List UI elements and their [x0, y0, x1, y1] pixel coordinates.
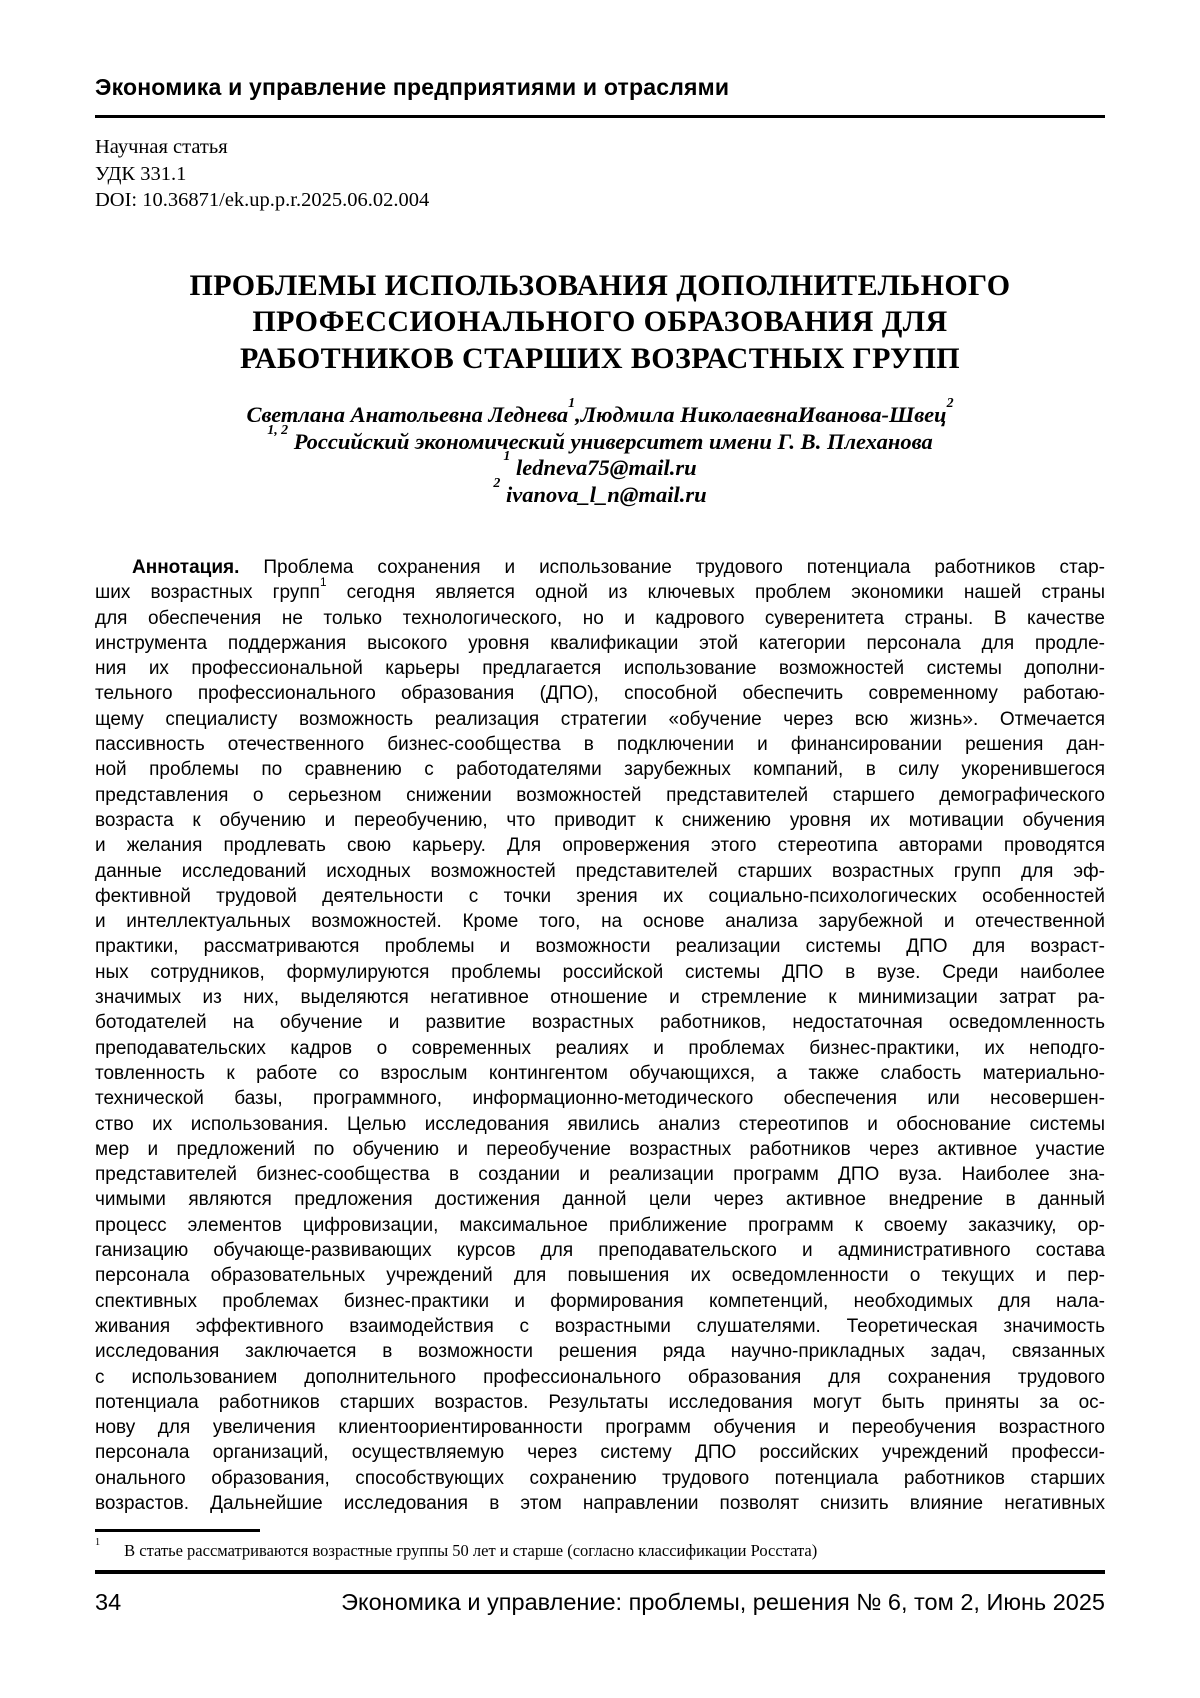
abstract-line: ших возрастных групп$^1$ сегодня является одной из ключевых проблем экономики нашей страны	[95, 575, 1105, 604]
abstract-line: ных сотрудников, формулируются проблемы российской системы ДПО в вузе. Среди наиболее	[95, 961, 1105, 983]
journal-section-title: Экономика и управление предприятиями и отраслями	[95, 74, 730, 100]
abstract-line: мер и предложений по обучению и переобучение возрастных работников через активное участие	[95, 1138, 1105, 1160]
abstract-line: ство их использования. Целью исследования явились анализ стереотипов и обоснование системы	[95, 1113, 1105, 1135]
page-footer	[95, 1588, 1105, 1616]
abstract-line: и интеллектуальных возможностей. Кроме того, на основе анализа зарубежной и отечественной	[95, 911, 1105, 933]
author-line: $^{1, 2}$ Российский экономический университет имени Г. В. Плеханова	[267, 422, 933, 454]
abstract-line: ботодателей на обучение и развитие возрастных работников, недостаточная осведомленность	[95, 1012, 1105, 1034]
abstract-line: тельного профессионального образования (ДПО), способной обеспечить современному работаю-	[95, 683, 1105, 705]
abstract-line: возраста к обучению и переобучению, что приводит к снижению уровня их мотивации обучения	[95, 809, 1105, 831]
abstract-line: ной проблемы по сравнению с работодателями зарубежных компаний, в силу укоренившегося	[95, 759, 1105, 781]
footnote-rule	[95, 1529, 260, 1532]
abstract-line: процесс элементов цифровизации, максимальное приближение программ к своему заказчику, ор-	[95, 1214, 1105, 1236]
authors-block	[95, 396, 1105, 508]
abstract-line: товленность к работе со взрослым контингентом обучающихся, а также слабость материально-	[95, 1062, 1105, 1084]
abstract-line: исследования заключается в возможности решения ряда научно-прикладных задач, связанных	[95, 1341, 1105, 1363]
abstract-line: фективной трудовой деятельности с точки зрения их социально-психологических особенностей	[95, 885, 1105, 907]
abstract-line: технической базы, программного, информационно-методического обеспечения или несовершен-	[95, 1088, 1105, 1110]
abstract-line: представления о серьезном снижении возможностей представителей старшего демографического	[95, 784, 1105, 806]
abstract-line: живания эффективного взаимодействия с возрастными слушателями. Теоретическая значимость	[95, 1315, 1105, 1337]
abstract-line: для обеспечения не только технологического, но и кадрового суверенитета страны. В качестве	[95, 607, 1105, 629]
doi: DOI: 10.36871/ek.up.p.r.2025.06.02.004	[95, 189, 430, 211]
abstract-line: спективных проблемах бизнес-практики и формирования компетенций, необходимых для нала-	[95, 1290, 1105, 1312]
abstract-line: данные исследований исходных возможностей представителей старших возрастных групп для эф-	[95, 860, 1105, 882]
abstract-line: ганизацию обучающе-развивающих курсов для преподавательского и административного состава	[95, 1240, 1105, 1262]
abstract-line: возрастов. Дальнейшие исследования в этом направлении позволят снизить влияние негативных	[95, 1492, 1105, 1514]
udc-code: УДК 331.1	[95, 162, 187, 185]
abstract-line: с использованием дополнительного профессионального образования для сохранения трудового	[95, 1366, 1105, 1388]
abstract-line: значимых из них, выделяются негативное отношение и стремление к минимизации затрат ра-	[95, 987, 1105, 1009]
footnote	[95, 1536, 1105, 1561]
abstract-line: персонала организаций, осуществляемую через систему ДПО российских учреждений професси-	[95, 1442, 1105, 1464]
header-rule	[95, 115, 1105, 118]
footnote-marker: 1	[95, 1536, 101, 1548]
abstract-line: чимыми являются предложения достижения данной цели через активное внедрение в данный	[95, 1189, 1105, 1211]
abstract-line: щему специалисту возможность реализация стратегии «обучение через всю жизнь». Отмечается	[95, 708, 1105, 730]
page-number: 34	[95, 1589, 122, 1615]
abstract-line: практики, рассматриваются проблемы и возможности реализации системы ДПО для возраст-	[95, 936, 1105, 958]
abstract-line: Аннотация. Проблема сохранения и использование трудового потенциала работников стар-	[132, 557, 1105, 578]
author-line: $^1$ ledneva75@mail.ru	[503, 449, 697, 480]
abstract-line: нову для увеличения клиентоориентированности программ обучения и переобучения возрастного	[95, 1417, 1105, 1439]
abstract-line: ния их профессиональной карьеры предлагается использование возможностей системы дополни-	[95, 658, 1105, 680]
article-meta	[95, 134, 1105, 214]
article-title-line: ПРОФЕССИОНАЛЬНОГО ОБРАЗОВАНИЯ ДЛЯ	[252, 305, 948, 338]
article-title-line: ПРОБЛЕМЫ ИСПОЛЬЗОВАНИЯ ДОПОЛНИТЕЛЬНОГО	[189, 268, 1011, 302]
abstract-line: инструмента поддержания высокого уровня квалификации этой категории персонала для продле-	[95, 632, 1105, 654]
footer-rule	[95, 1570, 1105, 1574]
abstract	[95, 555, 1105, 1516]
abstract-line: преподавательских кадров о современных реалиях и проблемах бизнес-практики, их неподго-	[95, 1037, 1105, 1059]
journal-reference: Экономика и управление: проблемы, решения № 6, том 2, Июнь 2025	[341, 1589, 1105, 1615]
author-line: $^2$ ivanova_l_n@mail.ru	[493, 475, 707, 507]
abstract-line: пассивность отечественного бизнес-сообщества в подключении и финансировании решения дан-	[95, 734, 1105, 756]
article-type: Научная статья	[95, 136, 228, 158]
abstract-line: потенциала работников старших возрастов. Результаты исследования могут быть приняты за ос-	[95, 1391, 1105, 1413]
abstract-line: представителей бизнес-сообщества в создании и реализации программ ДПО вуза. Наиболее зна-	[95, 1164, 1105, 1186]
article-title	[95, 268, 1105, 378]
footnote-text: В статье рассматриваются возрастные группы 50 лет и старше (согласно классификации Росстата)	[124, 1541, 818, 1560]
abstract-line: персонала образовательных учреждений для повышения их осведомленности о текущих и пер-	[95, 1265, 1105, 1287]
abstract-line: и желания продлевать свою карьеру. Для опровержения этого стереотипа авторами проводятся	[95, 835, 1105, 857]
author-line: Светлана Анатольевна Леднева$^1$,Людмила НиколаевнаИванова-Швец$^2$	[246, 396, 954, 427]
abstract-line: онального образования, способствующих сохранению трудового потенциала работников старших	[95, 1467, 1105, 1489]
page-content	[95, 0, 1105, 1516]
article-title-line: РАБОТНИКОВ СТАРШИХ ВОЗРАСТНЫХ ГРУПП	[239, 341, 961, 375]
